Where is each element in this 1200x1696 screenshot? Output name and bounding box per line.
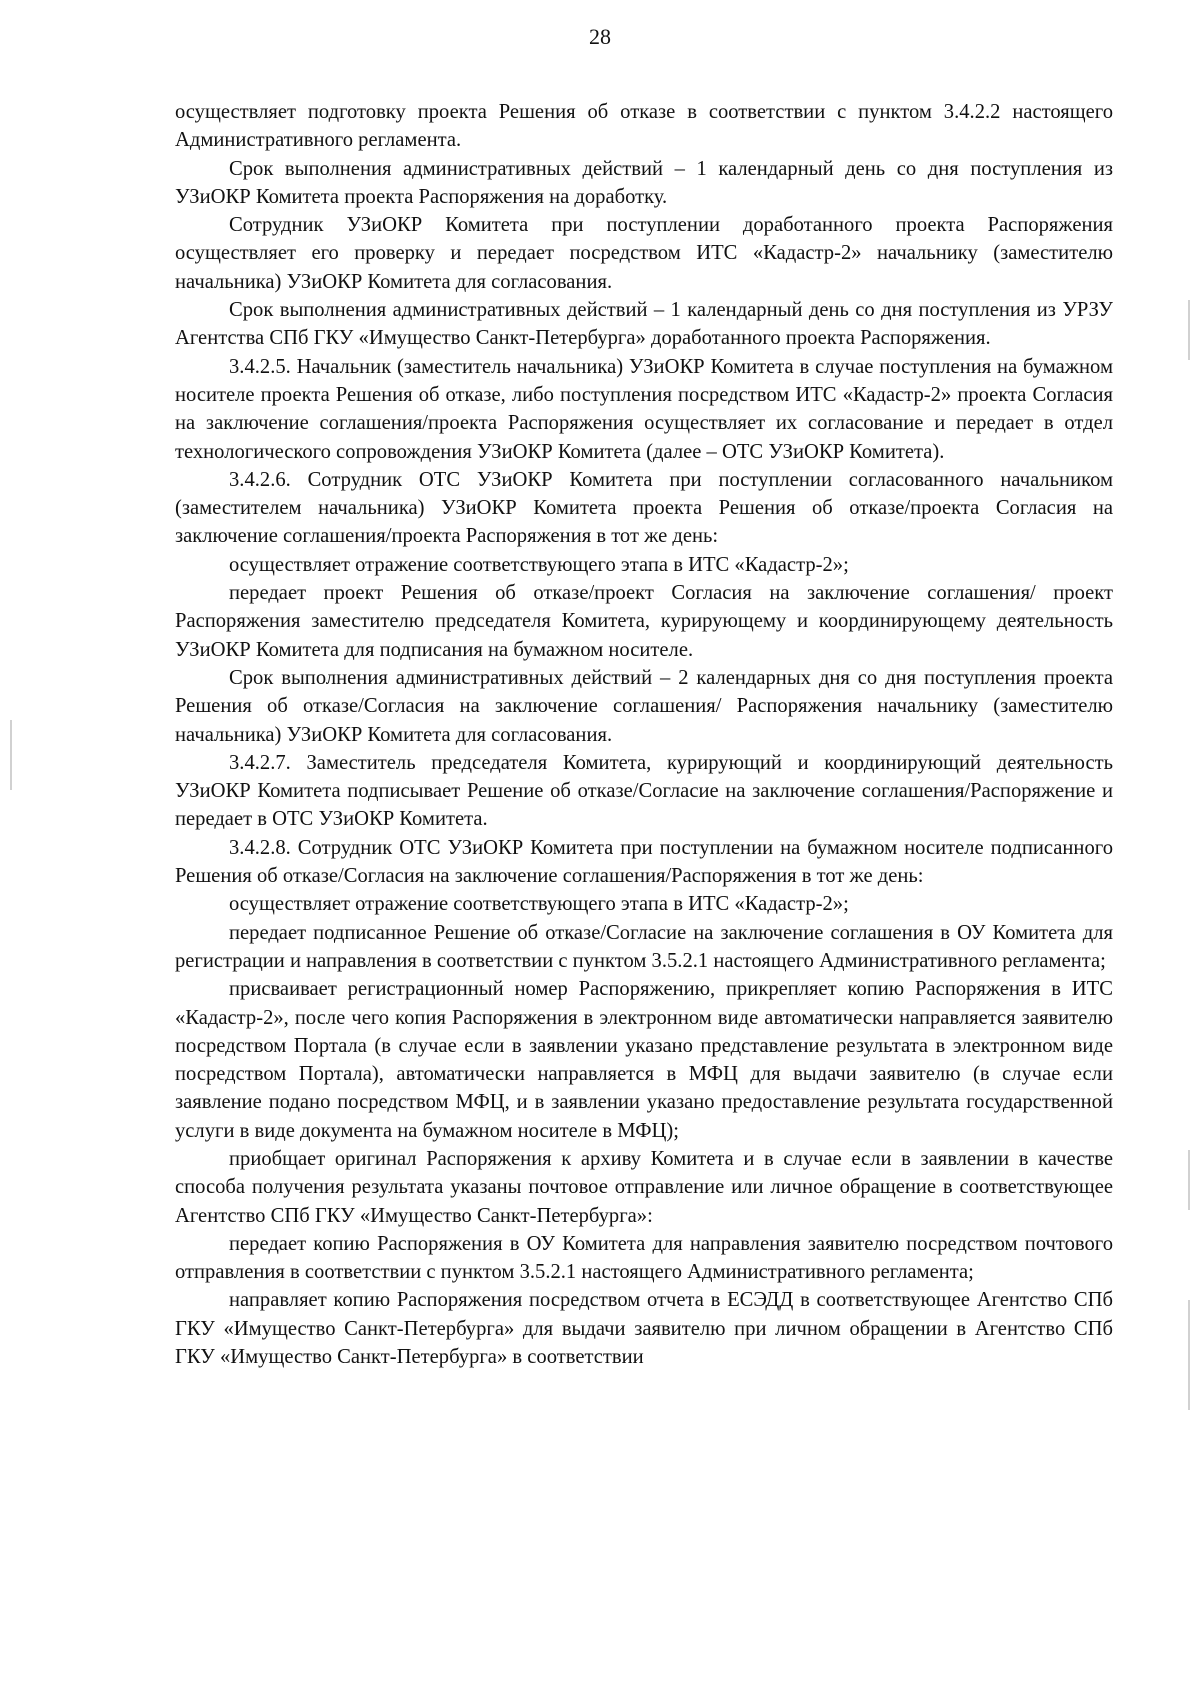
paragraph: передает подписанное Решение об отказе/Согласие на заключение соглашения в ОУ Комитета для регистрации и направления в соответствии с пунктом 3.5.2.1 настоящего Административного регламента; <box>175 921 1113 972</box>
scan-edge-left <box>10 720 12 790</box>
paragraph: передает проект Решения об отказе/проект Согласия на заключение соглашения/ проект Распоряжения заместителю председателя Комитета, курирующему и координирующему деятельность УЗиОКР Комитета для подписания на бумажном носителе. <box>175 582 1113 661</box>
document-body <box>175 98 1113 1371</box>
scan-edge-right-2 <box>1188 1150 1190 1210</box>
paragraph: Сотрудник УЗиОКР Комитета при поступлении доработанного проекта Распоряжения осуществляет его проверку и передает посредством ИТС «Кадастр-2» начальнику (заместителю начальника) УЗиОКР Комитета для согласования. <box>175 214 1113 293</box>
paragraph: Срок выполнения административных действий – 1 календарный день со дня поступления из УРЗУ Агентства СПб ГКУ «Имущество Санкт-Петербурга» доработанного проекта Распоряжения. <box>175 299 1113 350</box>
paragraph: осуществляет отражение соответствующего этапа в ИТС «Кадастр-2»; <box>229 553 849 576</box>
paragraph: 3.4.2.7. Заместитель председателя Комитета, курирующий и координирующий деятельность УЗиОКР Комитета подписывает Решение об отказе/Согласие на заключение соглашения/Распоряжение и передает в ОТС УЗиОКР Комитета. <box>175 751 1113 831</box>
paragraph: направляет копию Распоряжения посредством отчета в ЕСЭДД в соответствующее Агентство СПб ГКУ «Имущество Санкт-Петербурга» для выдачи заявителю при личном обращении в Агентство СПб ГКУ «Имущество Санкт-Петербурга» в соответствии <box>175 1289 1113 1369</box>
paragraph: Срок выполнения административных действий – 1 календарный день со дня поступления из УЗиОКР Комитета проекта Распоряжения на доработку. <box>175 157 1113 208</box>
paragraph: осуществляет подготовку проекта Решения об отказе в соответствии с пунктом 3.4.2.2 настоящего Административного регламента. <box>175 101 1113 152</box>
scan-edge-right-3 <box>1188 1300 1190 1410</box>
paragraph: приобщает оригинал Распоряжения к архиву Комитета и в случае если в заявлении в качестве способа получения результата указаны почтовое отправление или личное обращение в соответствующее Агентство СПб ГКУ «Имущество Санкт-Петербурга»: <box>175 1147 1113 1227</box>
paragraph: 3.4.2.5. Начальник (заместитель начальника) УЗиОКР Комитета в случае поступления на бумажном носителе проекта Решения об отказе, либо поступления посредством ИТС «Кадастр-2» проекта Согласия на заключение соглашения/проекта Распоряжения осуществляет их согласование и передает в отдел технологического сопровождения УЗиОКР Комитета (далее – ОТС УЗиОКР Комитета). <box>175 355 1113 463</box>
paragraph: осуществляет отражение соответствующего этапа в ИТС «Кадастр-2»; <box>229 893 849 916</box>
paragraph: 3.4.2.8. Сотрудник ОТС УЗиОКР Комитета при поступлении на бумажном носителе подписанного Решения об отказе/Согласия на заключение соглашения/Распоряжения в тот же день: <box>175 836 1113 888</box>
paragraph: Срок выполнения административных действий – 2 календарных дня со дня поступления проекта Решения об отказе/Согласия на заключение соглашения/ Распоряжения начальнику (заместителю начальника) УЗиОКР Комитета для согласования. <box>175 666 1113 746</box>
paragraph: присваивает регистрационный номер Распоряжению, прикрепляет копию Распоряжения в ИТС «Кадастр-2», после чего копия Распоряжения в электронном виде автоматически направляется заявителю посредством Портала (в случае если в заявлении указано представление результата в электронном виде посредством Портала), автоматически направляется в МФЦ для выдачи заявителю (в случае если заявление подано посредством МФЦ, и в заявлении указано предоставление результата государственной услуги в виде документа на бумажном носителе в МФЦ); <box>175 978 1113 1142</box>
paragraph: передает копию Распоряжения в ОУ Комитета для направления заявителю посредством почтового отправления в соответствии с пунктом 3.5.2.1 настоящего Административного регламента; <box>175 1232 1113 1284</box>
scan-edge-right-1 <box>1188 300 1190 360</box>
page-number: 28 <box>589 24 611 49</box>
paragraph: 3.4.2.6. Сотрудник ОТС УЗиОКР Комитета при поступлении согласованного начальником (заместителем начальника) УЗиОКР Комитета проекта Решения об отказе/проекта Согласия на заключение соглашения/проекта Распоряжения в тот же день: <box>175 468 1113 548</box>
